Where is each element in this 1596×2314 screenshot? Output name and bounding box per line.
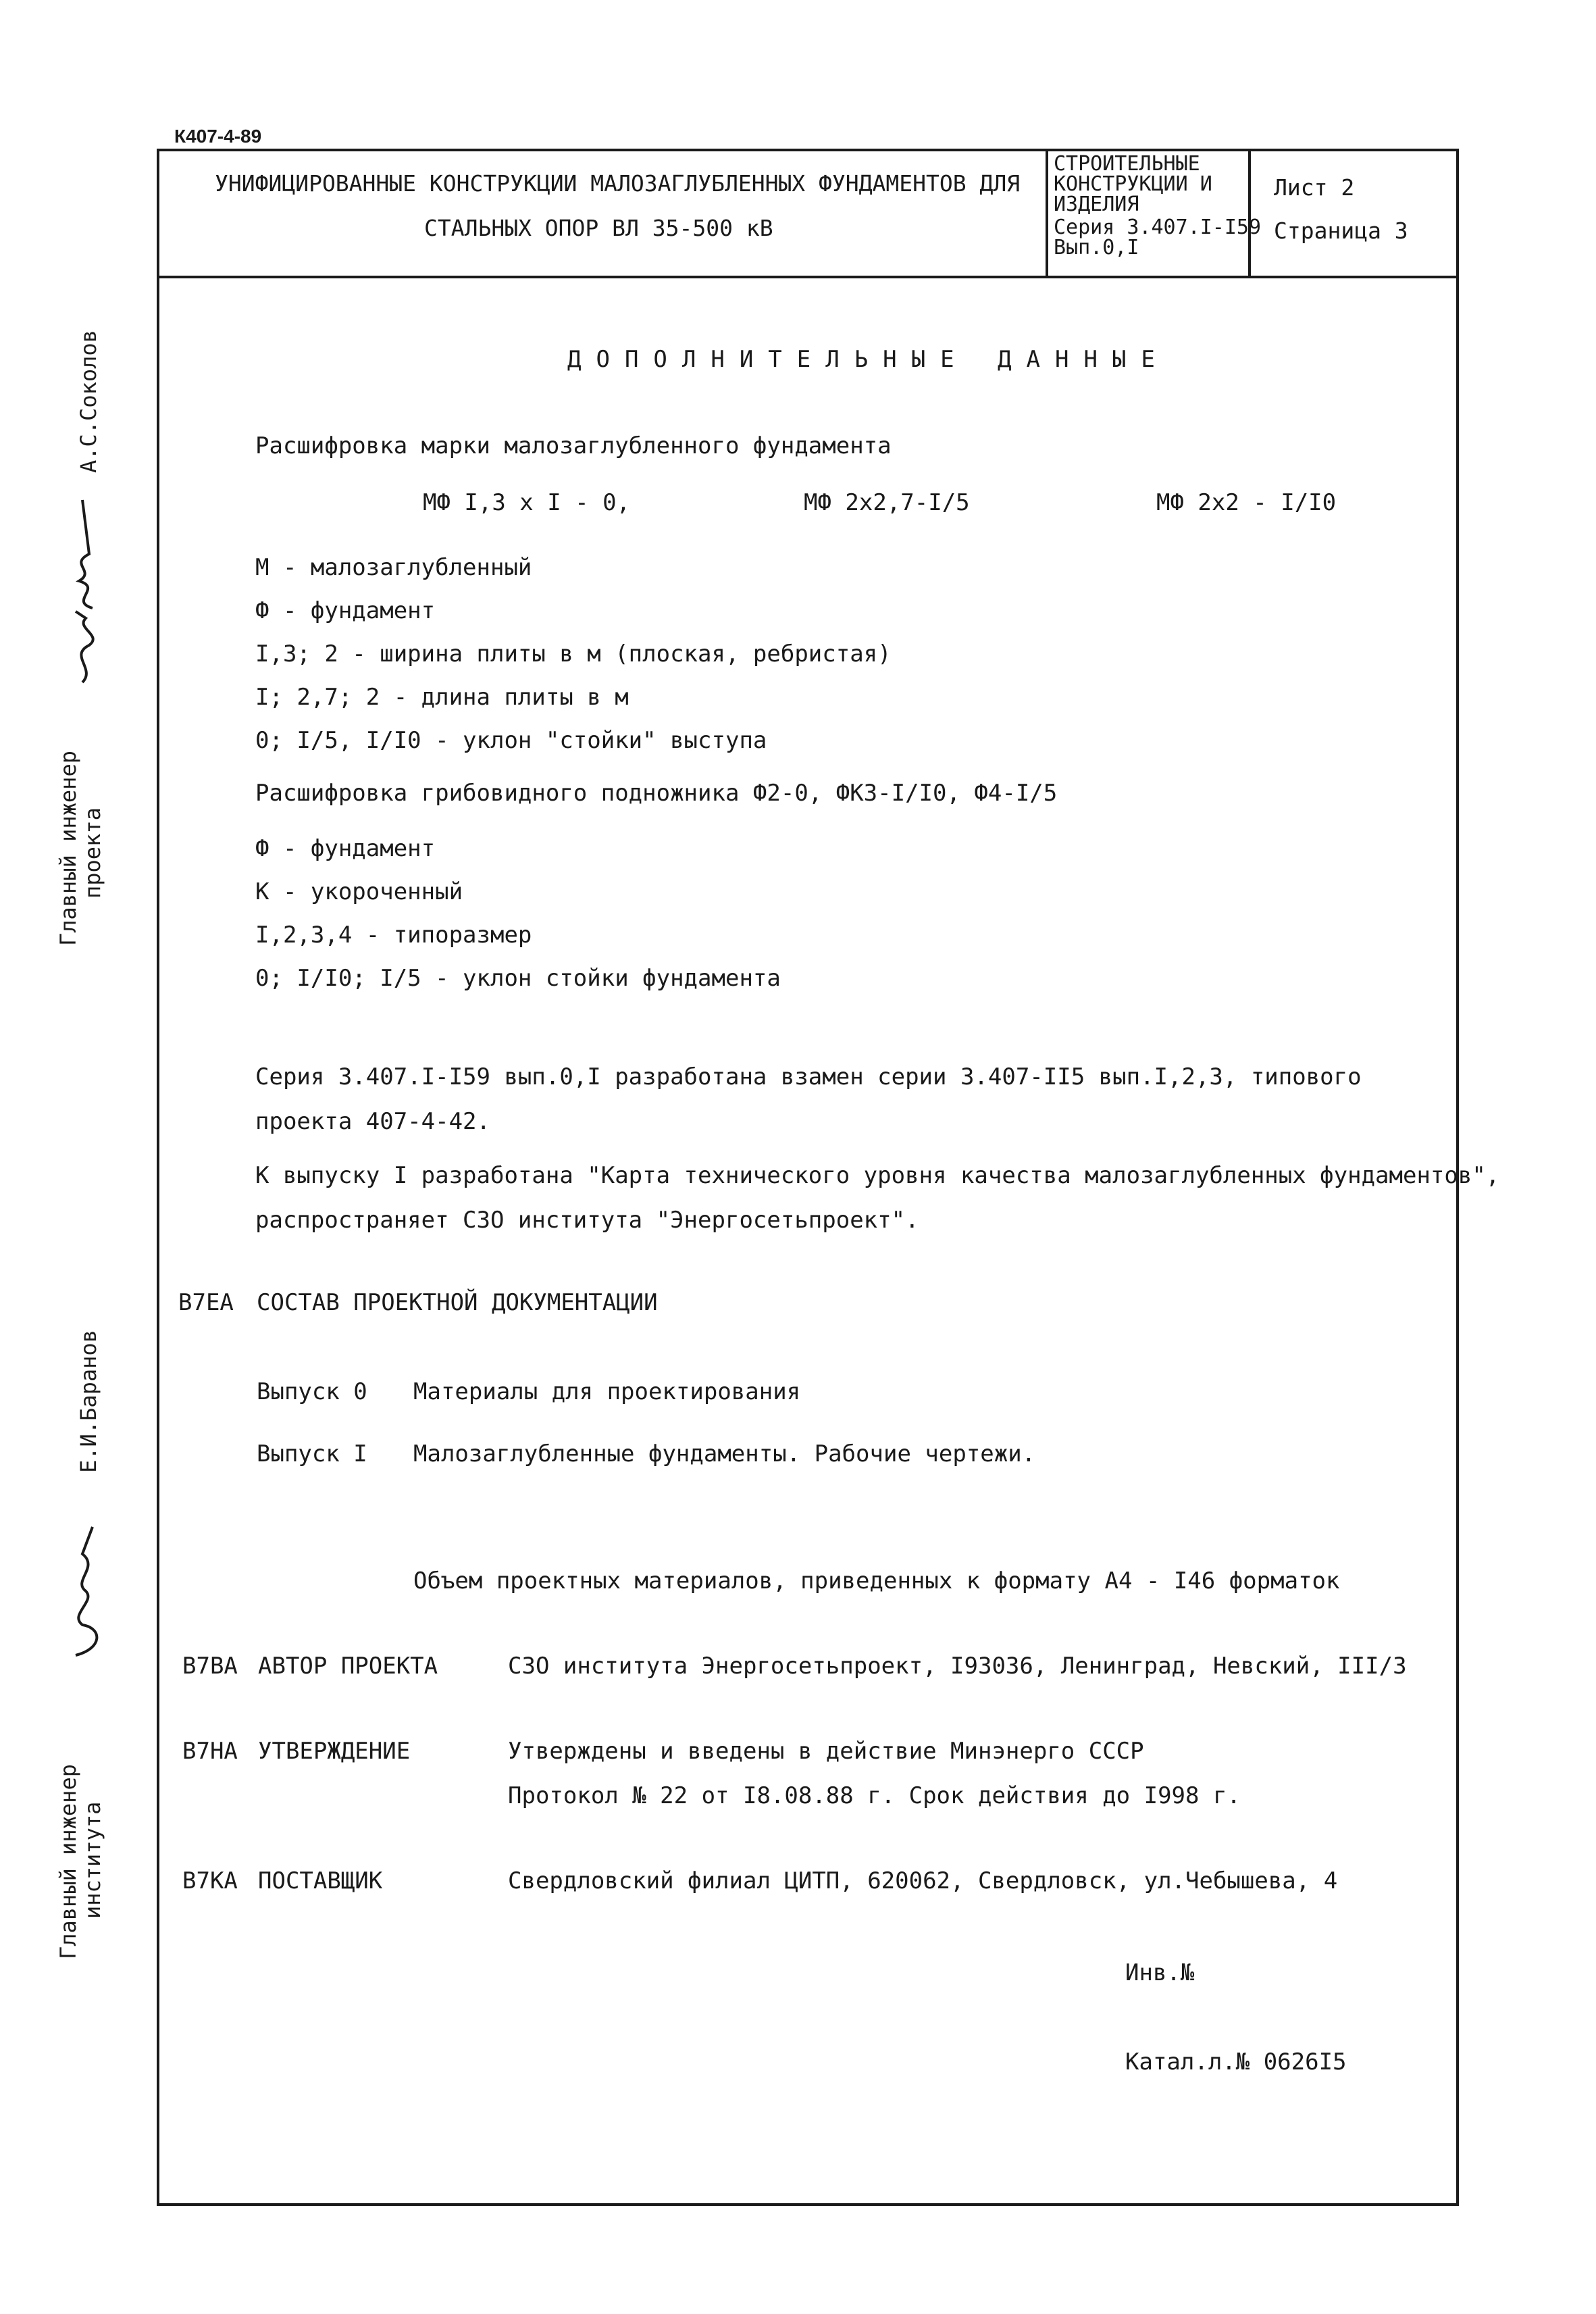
supplier-code: В7КА [182,1867,238,1894]
mushroom-intro: Расшифровка грибовидного подножника Ф2-0, ФК3-I/I0, Ф4-I/5 [255,780,1058,807]
signer-1-name: А.С.Соколов [76,330,101,473]
supplier-text: Свердловский филиал ЦИТП, 620062, Свердловск, ул.Чебышева, 4 [508,1867,1338,1894]
header-title-line2: СТАЛЬНЫХ ОПОР ВЛ 35-500 кВ [424,215,773,241]
author-text: СЗО института Энергосетьпроект, I93036, Ленинград, Невский, III/3 [508,1653,1407,1680]
signature-1 [55,486,116,689]
mark-example-3: МФ 2х2 - I/I0 [1156,489,1337,516]
mushroom-item: Ф - фундамент [255,835,436,862]
header-class-line3: ИЗДЕЛИЯ [1054,193,1139,216]
page-number: Страница 3 [1274,218,1408,244]
sheet-number: Лист 2 [1274,174,1355,201]
issue-text: Материалы для проектирования [413,1378,801,1405]
signer-1-role-line2: проекта [80,807,105,899]
issue-text: Малозаглубленные фундаменты. Рабочие чертежи. [413,1440,1036,1467]
header-col-divider-2 [1248,149,1251,277]
supplier-label: ПОСТАВЩИК [258,1867,383,1894]
card-note-line1: К выпуску I разработана "Карта технического уровня качества малозаглубленных фундаментов", [255,1162,1500,1189]
mark-item: М - малозаглубленный [255,554,532,581]
header-issue: Вып.0,I [1054,236,1139,259]
inventory-number: Инв.№ [1125,1959,1195,1986]
author-code: В7ВА [182,1653,238,1680]
approval-label: УТВЕРЖДЕНИЕ [258,1738,411,1765]
header-series: Серия 3.407.I-I59 [1054,216,1262,239]
series-note-line1: Серия 3.407.I-I59 вып.0,I разработана взамен серии 3.407-II5 вып.I,2,3, типового [255,1063,1362,1090]
card-note-line2: распространяет СЗО института "Энергосетьпроект". [255,1207,919,1234]
catalog-number: Катал.л.№ 0626I5 [1125,2048,1347,2076]
header-class-line2: КОНСТРУКЦИИ И [1054,172,1212,196]
document-code: К407-4-89 [174,126,262,147]
mark-item: 0; I/5, I/I0 - уклон "стойки" выступа [255,727,767,754]
mark-item: I; 2,7; 2 - длина плиты в м [255,684,629,711]
composition-title: СОСТАВ ПРОЕКТНОЙ ДОКУМЕНТАЦИИ [257,1289,658,1316]
signer-1-role-line1: Главный инженер [55,751,81,946]
author-label: АВТОР ПРОЕКТА [258,1653,438,1680]
header-col-divider-1 [1046,149,1048,277]
composition-code: В7ЕА [178,1289,234,1316]
header-class-line1: СТРОИТЕЛЬНЫЕ [1054,152,1200,176]
header-title-line1: УНИФИЦИРОВАННЫЕ КОНСТРУКЦИИ МАЛОЗАГЛУБЛЕННЫХ ФУНДАМЕНТОВ ДЛЯ [215,170,1021,197]
approval-text-1: Утверждены и введены в действие Минэнерго СССР [508,1738,1144,1765]
approval-code: В7НА [182,1738,238,1765]
signer-3-role-line1: Главный инженер [55,1764,81,1959]
approval-text-2: Протокол № 22 от I8.08.88 г. Срок действия до I998 г. [508,1782,1241,1809]
issue-label: Выпуск 0 [257,1378,367,1405]
mark-intro: Расшифровка марки малозаглубленного фундамента [255,432,892,459]
mark-example-1: МФ I,3 х I - 0, [423,489,631,516]
volume-note: Объем проектных материалов, приведенных к формату А4 - I46 форматок [413,1567,1340,1594]
mushroom-item: I,2,3,4 - типоразмер [255,922,532,949]
signer-2-name: Е.И.Баранов [76,1330,101,1473]
header-divider [157,276,1459,278]
mushroom-item: 0; I/I0; I/5 - уклон стойки фундамента [255,965,781,992]
signature-2 [55,1513,116,1662]
signer-3-role-line2: института [80,1801,105,1919]
mark-item: Ф - фундамент [255,597,436,624]
page-heading: ДОПОЛНИТЕЛЬНЫЕ ДАННЫЕ [567,346,1170,373]
mark-item: I,3; 2 - ширина плиты в м (плоская, ребристая) [255,640,892,668]
mark-example-2: МФ 2х2,7-I/5 [804,489,970,516]
issue-label: Выпуск I [257,1440,367,1467]
series-note-line2: проекта 407-4-42. [255,1108,490,1135]
mushroom-item: К - укороченный [255,878,463,905]
